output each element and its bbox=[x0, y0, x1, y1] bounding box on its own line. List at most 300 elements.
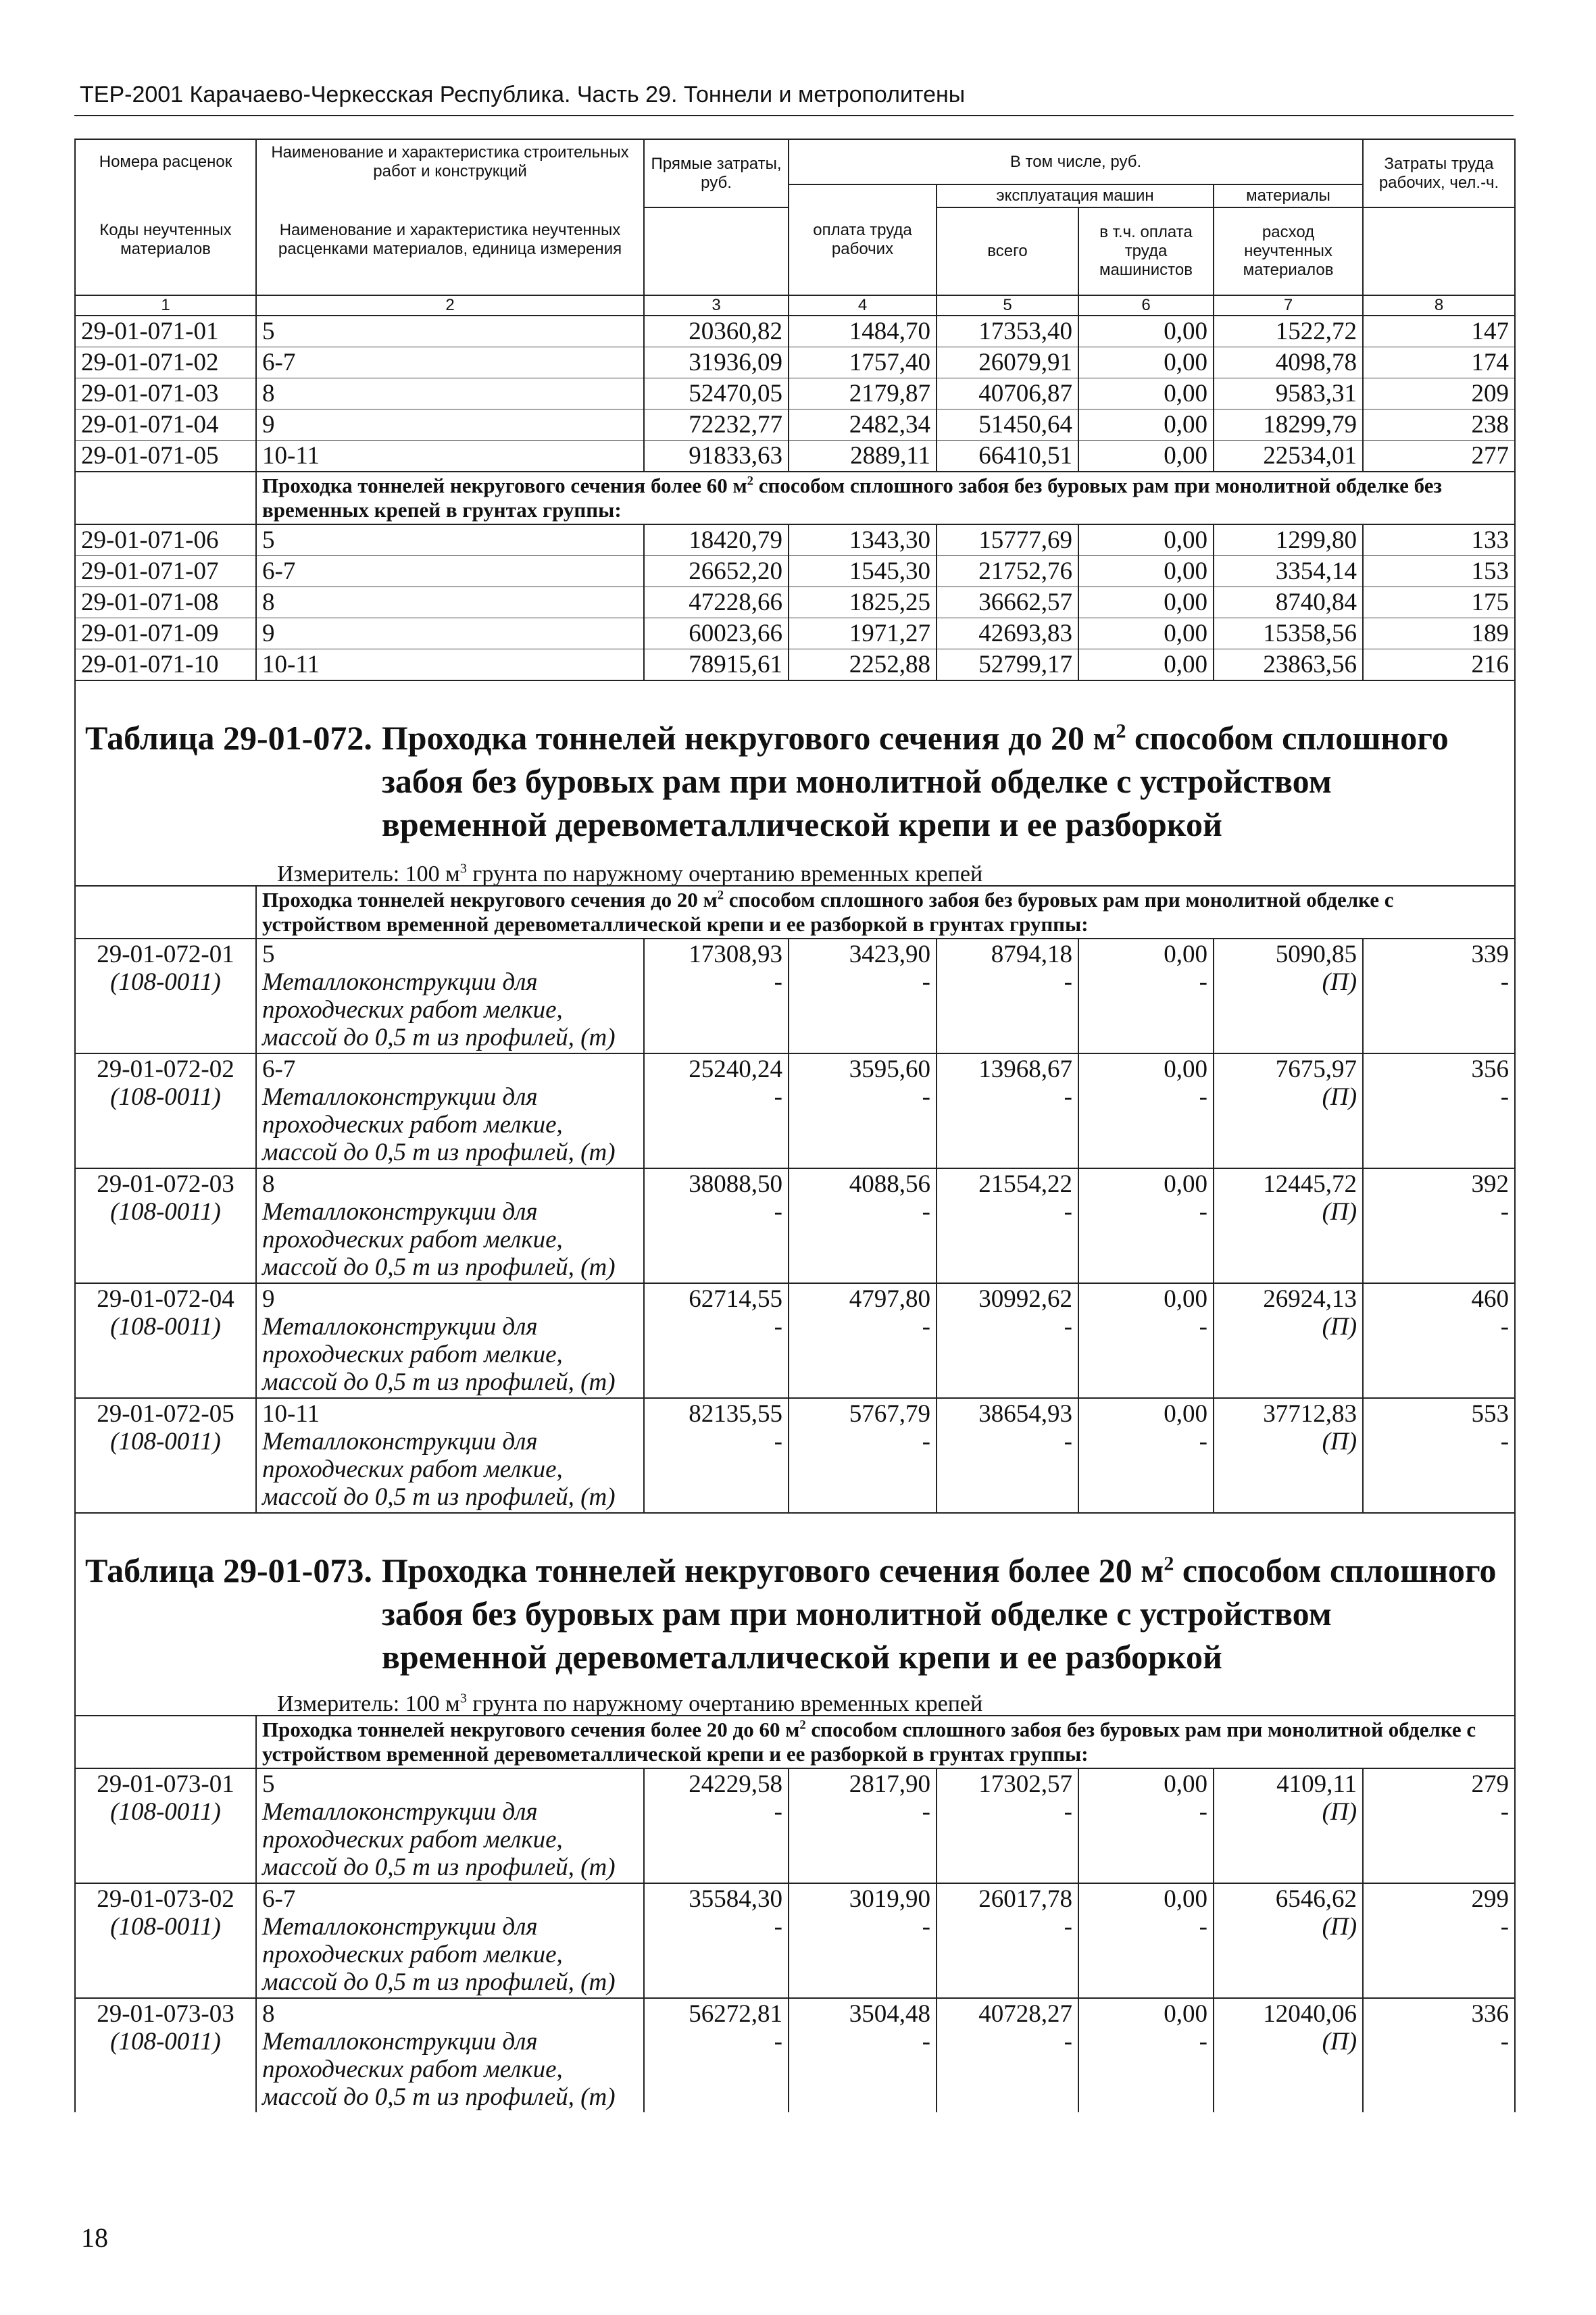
labor-hours-cell bbox=[1363, 1768, 1515, 1883]
machine-cost: 30992,62 bbox=[978, 1285, 1072, 1313]
direct-cost-cell bbox=[644, 1168, 789, 1283]
dash-mark: - bbox=[1500, 2028, 1510, 2056]
labor-hours: 336 bbox=[1471, 2000, 1510, 2028]
page-header: ТЕР-2001 Карачаево-Черкесская Республика. Часть 29. Тоннели и метрополитены bbox=[80, 82, 966, 107]
labor-hours: 279 bbox=[1471, 1770, 1510, 1798]
direct-cost: 38088,50 bbox=[689, 1170, 782, 1198]
machinist-wages-cell bbox=[1078, 1168, 1214, 1283]
materials-cost-cell bbox=[1214, 1168, 1363, 1283]
material-name: Металлоконструкции для проходческих работ мелкие, массой до 0,5 т из профилей, (т) bbox=[262, 2028, 616, 2111]
machinist-wages: 0,00 bbox=[1164, 1055, 1207, 1083]
machinist-wages-cell bbox=[1078, 1398, 1214, 1513]
labor-hours: 460 bbox=[1471, 1285, 1510, 1313]
table-row bbox=[75, 1768, 1515, 1883]
machinist-wages: 0,00 bbox=[1078, 441, 1214, 472]
col-matcode-header: Коды неучтенных материалов bbox=[75, 184, 256, 295]
dash-mark: - bbox=[1064, 1313, 1072, 1341]
wages-cost-cell bbox=[789, 1883, 937, 1998]
dash-mark: - bbox=[1199, 1198, 1207, 1226]
table-row bbox=[75, 409, 1515, 441]
material-name: Металлоконструкции для проходческих работ мелкие, массой до 0,5 т из профилей, (т) bbox=[262, 1198, 616, 1281]
col-direct-header: Прямые затраты, руб. bbox=[644, 139, 789, 207]
dash-mark: - bbox=[1500, 1798, 1510, 1826]
wages-cost: 3504,48 bbox=[849, 2000, 930, 2028]
rate-name: 6-7 bbox=[262, 1885, 296, 1913]
col-code-header: Номера расценок bbox=[75, 139, 256, 184]
wages-cost: 2482,34 bbox=[789, 409, 937, 441]
rate-name-cell bbox=[256, 1998, 644, 2112]
machine-cost: 66410,51 bbox=[937, 441, 1078, 472]
dash-mark: - bbox=[1064, 2028, 1072, 2056]
rate-code: 29-01-071-01 bbox=[75, 316, 256, 347]
rate-code: 29-01-073-03 bbox=[97, 2000, 234, 2028]
materials-cost: 3354,14 bbox=[1214, 556, 1363, 587]
machine-cost: 51450,64 bbox=[937, 409, 1078, 441]
machinist-wages: 0,00 bbox=[1164, 1170, 1207, 1198]
dash-mark: - bbox=[922, 1313, 930, 1341]
materials-cost: 8740,84 bbox=[1214, 587, 1363, 618]
measure-unit: Измеритель: 100 $м^3$ грунта по наружному очертанию временных крепей bbox=[277, 861, 983, 886]
table-row bbox=[75, 1998, 1515, 2112]
dash-mark: - bbox=[922, 1913, 930, 1941]
material-code: (108-0011) bbox=[110, 1798, 221, 1826]
rate-code: 29-01-073-02 bbox=[97, 1885, 234, 1913]
machine-cost: 52799,17 bbox=[937, 649, 1078, 681]
direct-cost: 60023,66 bbox=[644, 618, 789, 649]
rate-name: 8 bbox=[262, 2000, 275, 2028]
col-labor-header: Затраты труда рабочих, чел.-ч. bbox=[1363, 139, 1515, 207]
col-num: 3 bbox=[644, 295, 789, 316]
rate-name-cell bbox=[256, 1768, 644, 1883]
col-num: 8 bbox=[1363, 295, 1515, 316]
machine-cost: 40728,27 bbox=[978, 2000, 1072, 2028]
materials-cost-cell bbox=[1214, 1283, 1363, 1398]
machinist-wages: 0,00 bbox=[1164, 1770, 1207, 1798]
rate-name: 8 bbox=[256, 587, 644, 618]
labor-hours: 216 bbox=[1363, 649, 1515, 681]
material-note: (П) bbox=[1322, 2028, 1357, 2056]
materials-cost: 37712,83 bbox=[1263, 1400, 1357, 1428]
wages-cost: 2179,87 bbox=[789, 378, 937, 409]
dash-mark: - bbox=[922, 1083, 930, 1111]
machinist-wages: 0,00 bbox=[1164, 2000, 1207, 2028]
rate-name: 8 bbox=[256, 378, 644, 409]
wages-cost-cell bbox=[789, 1168, 937, 1283]
dash-mark: - bbox=[774, 1198, 782, 1226]
col-num: 6 bbox=[1078, 295, 1214, 316]
col-mach-total-header: всего bbox=[937, 207, 1078, 295]
machinist-wages-cell bbox=[1078, 939, 1214, 1053]
labor-hours: 147 bbox=[1363, 316, 1515, 347]
rate-name: 6-7 bbox=[262, 1055, 296, 1083]
labor-hours: 174 bbox=[1363, 347, 1515, 378]
rate-code: 29-01-071-10 bbox=[75, 649, 256, 681]
wages-cost: 2817,90 bbox=[849, 1770, 930, 1798]
machine-cost: 42693,83 bbox=[937, 618, 1078, 649]
table-row bbox=[75, 1168, 1515, 1283]
wages-cost: 2252,88 bbox=[789, 649, 937, 681]
direct-cost-cell bbox=[644, 1768, 789, 1883]
rate-code: 29-01-073-01 bbox=[97, 1770, 234, 1798]
labor-hours-cell bbox=[1363, 939, 1515, 1053]
wages-cost: 5767,79 bbox=[849, 1400, 930, 1428]
labor-hours: 339 bbox=[1471, 941, 1510, 968]
table-row bbox=[75, 316, 1515, 347]
dash-mark: - bbox=[1199, 2028, 1207, 2056]
machinist-wages: 0,00 bbox=[1078, 524, 1214, 556]
machinist-wages-cell bbox=[1078, 1768, 1214, 1883]
material-note: (П) bbox=[1322, 1313, 1357, 1341]
rate-name-cell bbox=[256, 1168, 644, 1283]
material-note: (П) bbox=[1322, 968, 1357, 996]
wages-cost: 1545,30 bbox=[789, 556, 937, 587]
wages-cost: 1757,40 bbox=[789, 347, 937, 378]
machine-cost: 26079,91 bbox=[937, 347, 1078, 378]
group-heading-073: Проходка тоннелей некругового сечения более 20 до 60 $м^2$ способом сплошного забоя без буровых рам при монолитной обделке с устройством временной деревометаллической крепи и ее разборкой в грунтах группы: bbox=[256, 1716, 1515, 1768]
col-wages-header: оплата труда рабочих bbox=[789, 184, 937, 295]
material-name: Металлоконструкции для проходческих работ мелкие, массой до 0,5 т из профилей, (т) bbox=[262, 1798, 616, 1881]
page-number: 18 bbox=[81, 2222, 108, 2253]
material-name: Металлоконструкции для проходческих работ мелкие, массой до 0,5 т из профилей, (т) bbox=[262, 1428, 616, 1511]
dash-mark: - bbox=[774, 1428, 782, 1455]
machinist-wages: 0,00 bbox=[1078, 378, 1214, 409]
machine-cost-cell bbox=[937, 939, 1078, 1053]
dash-mark: - bbox=[1500, 1913, 1510, 1941]
rate-name-cell bbox=[256, 1053, 644, 1168]
dash-mark: - bbox=[1064, 968, 1072, 996]
direct-cost: 17308,93 bbox=[689, 941, 782, 968]
rate-code-cell bbox=[75, 1053, 256, 1168]
dash-mark: - bbox=[922, 1428, 930, 1455]
rate-name: 6-7 bbox=[256, 347, 644, 378]
table-row bbox=[75, 441, 1515, 472]
wages-cost: 1484,70 bbox=[789, 316, 937, 347]
dash-mark: - bbox=[1500, 1083, 1510, 1111]
direct-cost-cell bbox=[644, 1998, 789, 2112]
wages-cost: 4088,56 bbox=[849, 1170, 930, 1198]
machine-cost-cell bbox=[937, 1283, 1078, 1398]
materials-cost-cell bbox=[1214, 1398, 1363, 1513]
rate-code: 29-01-071-03 bbox=[75, 378, 256, 409]
rate-name: 6-7 bbox=[256, 556, 644, 587]
rate-name: 5 bbox=[262, 1770, 275, 1798]
group-heading-072: Проходка тоннелей некругового сечения до 20 $м^2$ способом сплошного забоя без буровых рам при монолитной обделке с устройством временной деревометаллической крепи и ее разборкой в грунтах группы: bbox=[256, 886, 1515, 939]
table-row bbox=[75, 1283, 1515, 1398]
materials-cost: 12445,72 bbox=[1263, 1170, 1357, 1198]
machine-cost: 40706,87 bbox=[937, 378, 1078, 409]
machine-cost: 13968,67 bbox=[978, 1055, 1072, 1083]
machinist-wages-cell bbox=[1078, 1998, 1214, 2112]
material-code: (108-0011) bbox=[110, 968, 221, 996]
dash-mark: - bbox=[922, 968, 930, 996]
rate-name: 9 bbox=[256, 618, 644, 649]
rate-name: 5 bbox=[256, 524, 644, 556]
materials-cost: 4098,78 bbox=[1214, 347, 1363, 378]
table-number: Таблица 29-01-073. bbox=[85, 1551, 372, 1589]
rate-code: 29-01-072-03 bbox=[97, 1170, 234, 1198]
machine-cost: 21752,76 bbox=[937, 556, 1078, 587]
col-matname-header: Наименование и характеристика неучтенных расценками материалов, единица измерения bbox=[256, 184, 644, 295]
rate-code-cell bbox=[75, 1168, 256, 1283]
material-note: (П) bbox=[1322, 1798, 1357, 1826]
dash-mark: - bbox=[774, 968, 782, 996]
col-num: 5 bbox=[937, 295, 1078, 316]
direct-cost: 62714,55 bbox=[689, 1285, 782, 1313]
machine-cost-cell bbox=[937, 1883, 1078, 1998]
col-num: 4 bbox=[789, 295, 937, 316]
wages-cost: 1971,27 bbox=[789, 618, 937, 649]
machinist-wages-cell bbox=[1078, 1053, 1214, 1168]
machine-cost-cell bbox=[937, 1168, 1078, 1283]
wages-cost-cell bbox=[789, 1053, 937, 1168]
rate-name: 9 bbox=[256, 409, 644, 441]
machine-cost-cell bbox=[937, 1768, 1078, 1883]
table-row bbox=[75, 347, 1515, 378]
direct-cost: 52470,05 bbox=[644, 378, 789, 409]
material-code: (108-0011) bbox=[110, 1428, 221, 1455]
col-direct-header-cont bbox=[644, 207, 789, 295]
wages-cost: 3423,90 bbox=[849, 941, 930, 968]
direct-cost-cell bbox=[644, 1283, 789, 1398]
rate-name-cell bbox=[256, 939, 644, 1053]
table-title: Проходка тоннелей некругового сечения до 20 $м^2$ способом сплошного забоя без буровых рам при монолитной обделке с устройством временной деревометаллической крепи и ее разборкой bbox=[381, 719, 1449, 843]
machinist-wages: 0,00 bbox=[1164, 1285, 1207, 1313]
table-title: Проходка тоннелей некругового сечения более 20 $м^2$ способом сплошного забоя без буровых рам при монолитной обделке с устройством временной деревометаллической крепи и ее разборкой bbox=[381, 1551, 1497, 1676]
table-row bbox=[75, 1398, 1515, 1513]
dash-mark: - bbox=[1500, 1198, 1510, 1226]
material-name: Металлоконструкции для проходческих работ мелкие, массой до 0,5 т из профилей, (т) bbox=[262, 1083, 616, 1166]
material-note: (П) bbox=[1322, 1428, 1357, 1455]
machine-cost: 21554,22 bbox=[978, 1170, 1072, 1198]
dash-mark: - bbox=[1064, 1428, 1072, 1455]
direct-cost: 78915,61 bbox=[644, 649, 789, 681]
labor-hours-cell bbox=[1363, 1053, 1515, 1168]
dash-mark: - bbox=[1500, 968, 1510, 996]
material-note: (П) bbox=[1322, 1913, 1357, 1941]
group-code-cell bbox=[75, 472, 256, 524]
wages-cost: 1343,30 bbox=[789, 524, 937, 556]
machinist-wages: 0,00 bbox=[1078, 649, 1214, 681]
rate-name-cell bbox=[256, 1283, 644, 1398]
table-073-heading bbox=[75, 1513, 1515, 1716]
rate-code: 29-01-071-08 bbox=[75, 587, 256, 618]
col-name-header: Наименование и характеристика строительных работ и конструкций bbox=[256, 139, 644, 184]
machine-cost-cell bbox=[937, 1053, 1078, 1168]
materials-cost: 4109,11 bbox=[1276, 1770, 1357, 1798]
rate-code: 29-01-072-04 bbox=[97, 1285, 234, 1313]
materials-cost: 12040,06 bbox=[1263, 2000, 1357, 2028]
materials-cost: 1299,80 bbox=[1214, 524, 1363, 556]
table-row bbox=[75, 649, 1515, 681]
materials-cost: 9583,31 bbox=[1214, 378, 1363, 409]
materials-cost: 5090,85 bbox=[1275, 941, 1357, 968]
wages-cost-cell bbox=[789, 1398, 937, 1513]
direct-cost: 56272,81 bbox=[689, 2000, 782, 2028]
labor-hours: 356 bbox=[1471, 1055, 1510, 1083]
dash-mark: - bbox=[1064, 1083, 1072, 1111]
labor-hours-cell bbox=[1363, 1998, 1515, 2112]
labor-hours: 299 bbox=[1471, 1885, 1510, 1913]
rate-code: 29-01-071-07 bbox=[75, 556, 256, 587]
material-code: (108-0011) bbox=[110, 1198, 221, 1226]
dash-mark: - bbox=[1500, 1313, 1510, 1341]
labor-hours: 238 bbox=[1363, 409, 1515, 441]
machinist-wages: 0,00 bbox=[1078, 556, 1214, 587]
rate-code: 29-01-071-04 bbox=[75, 409, 256, 441]
machinist-wages: 0,00 bbox=[1078, 316, 1214, 347]
materials-cost: 6546,62 bbox=[1275, 1885, 1357, 1913]
material-name: Металлоконструкции для проходческих работ мелкие, массой до 0,5 т из профилей, (т) bbox=[262, 968, 616, 1051]
dash-mark: - bbox=[1064, 1798, 1072, 1826]
direct-cost: 91833,63 bbox=[644, 441, 789, 472]
direct-cost-cell bbox=[644, 1398, 789, 1513]
dash-mark: - bbox=[774, 1313, 782, 1341]
table-row bbox=[75, 556, 1515, 587]
rate-code-cell bbox=[75, 939, 256, 1053]
col-num: 1 bbox=[75, 295, 256, 316]
rate-name: 10-11 bbox=[256, 649, 644, 681]
labor-hours: 153 bbox=[1363, 556, 1515, 587]
machine-cost: 15777,69 bbox=[937, 524, 1078, 556]
labor-hours-cell bbox=[1363, 1398, 1515, 1513]
col-mat-expense-header: расход неучтенных материалов bbox=[1214, 207, 1363, 295]
machinist-wages-cell bbox=[1078, 1283, 1214, 1398]
dash-mark: - bbox=[774, 1083, 782, 1111]
machinist-wages: 0,00 bbox=[1164, 1400, 1207, 1428]
table-row bbox=[75, 939, 1515, 1053]
direct-cost: 25240,24 bbox=[689, 1055, 782, 1083]
direct-cost: 31936,09 bbox=[644, 347, 789, 378]
rate-code-cell bbox=[75, 1398, 256, 1513]
table-number: Таблица 29-01-072. bbox=[85, 719, 372, 757]
rate-code-cell bbox=[75, 1283, 256, 1398]
direct-cost-cell bbox=[644, 1883, 789, 1998]
material-name: Металлоконструкции для проходческих работ мелкие, массой до 0,5 т из профилей, (т) bbox=[262, 1313, 616, 1396]
wages-cost: 2889,11 bbox=[789, 441, 937, 472]
wages-cost-cell bbox=[789, 1768, 937, 1883]
materials-cost-cell bbox=[1214, 1883, 1363, 1998]
labor-hours: 392 bbox=[1471, 1170, 1510, 1198]
group-code-cell bbox=[75, 886, 256, 939]
labor-hours: 133 bbox=[1363, 524, 1515, 556]
machinist-wages: 0,00 bbox=[1078, 618, 1214, 649]
labor-hours: 175 bbox=[1363, 587, 1515, 618]
material-code: (108-0011) bbox=[110, 1913, 221, 1941]
table-072-heading bbox=[75, 680, 1515, 886]
wages-cost: 3595,60 bbox=[849, 1055, 930, 1083]
machine-cost: 36662,57 bbox=[937, 587, 1078, 618]
dash-mark: - bbox=[1199, 1083, 1207, 1111]
materials-cost: 15358,56 bbox=[1214, 618, 1363, 649]
materials-cost: 22534,01 bbox=[1214, 441, 1363, 472]
machine-cost: 17353,40 bbox=[937, 316, 1078, 347]
materials-cost-cell bbox=[1214, 1998, 1363, 2112]
col-mach-wages-header: в т.ч. оплата труда машинистов bbox=[1078, 207, 1214, 295]
labor-hours: 209 bbox=[1363, 378, 1515, 409]
col-incl-header: В том числе, руб. bbox=[789, 139, 1363, 184]
rate-code: 29-01-072-01 bbox=[97, 941, 234, 968]
machine-cost: 26017,78 bbox=[978, 1885, 1072, 1913]
machine-cost: 17302,57 bbox=[978, 1770, 1072, 1798]
machine-cost: 8794,18 bbox=[991, 941, 1072, 968]
group-heading-071: Проходка тоннелей некругового сечения более 60 $м^2$ способом сплошного забоя без буровых рам при монолитной обделке без временных крепей в грунтах группы: bbox=[256, 472, 1515, 524]
machinist-wages: 0,00 bbox=[1078, 409, 1214, 441]
direct-cost: 20360,82 bbox=[644, 316, 789, 347]
table-row bbox=[75, 524, 1515, 556]
measure-unit: Измеритель: 100 $м^3$ грунта по наружному очертанию временных крепей bbox=[277, 1691, 983, 1716]
table-row bbox=[75, 1053, 1515, 1168]
labor-hours-cell bbox=[1363, 1283, 1515, 1398]
dash-mark: - bbox=[774, 1798, 782, 1826]
dash-mark: - bbox=[922, 2028, 930, 2056]
machinist-wages-cell bbox=[1078, 1883, 1214, 1998]
machine-cost-cell bbox=[937, 1998, 1078, 2112]
material-name: Металлоконструкции для проходческих работ мелкие, массой до 0,5 т из профилей, (т) bbox=[262, 1913, 616, 1996]
materials-cost-cell bbox=[1214, 1768, 1363, 1883]
materials-cost: 18299,79 bbox=[1214, 409, 1363, 441]
rate-code: 29-01-072-05 bbox=[97, 1400, 234, 1428]
col-num: 7 bbox=[1214, 295, 1363, 316]
dash-mark: - bbox=[1064, 1198, 1072, 1226]
rates-table bbox=[74, 139, 1516, 2112]
materials-cost-cell bbox=[1214, 1053, 1363, 1168]
materials-cost: 23863,56 bbox=[1214, 649, 1363, 681]
rate-code-cell bbox=[75, 1998, 256, 2112]
wages-cost: 1825,25 bbox=[789, 587, 937, 618]
rate-name: 5 bbox=[256, 316, 644, 347]
dash-mark: - bbox=[1199, 968, 1207, 996]
rate-name-cell bbox=[256, 1398, 644, 1513]
rate-name: 9 bbox=[262, 1285, 275, 1313]
material-note: (П) bbox=[1322, 1083, 1357, 1111]
direct-cost: 72232,77 bbox=[644, 409, 789, 441]
labor-hours-cell bbox=[1363, 1883, 1515, 1998]
table-row bbox=[75, 587, 1515, 618]
rate-name-cell bbox=[256, 1883, 644, 1998]
dash-mark: - bbox=[1500, 1428, 1510, 1455]
material-code: (108-0011) bbox=[110, 1083, 221, 1111]
rate-code: 29-01-072-02 bbox=[97, 1055, 234, 1083]
dash-mark: - bbox=[1199, 1913, 1207, 1941]
direct-cost: 26652,20 bbox=[644, 556, 789, 587]
col-machines-header: эксплуатация машин bbox=[937, 184, 1214, 207]
machinist-wages: 0,00 bbox=[1164, 941, 1207, 968]
direct-cost: 47228,66 bbox=[644, 587, 789, 618]
labor-hours: 553 bbox=[1471, 1400, 1510, 1428]
table-row bbox=[75, 618, 1515, 649]
dash-mark: - bbox=[1064, 1913, 1072, 1941]
material-code: (108-0011) bbox=[110, 2028, 221, 2056]
header-rule bbox=[74, 115, 1514, 116]
rate-name: 10-11 bbox=[262, 1400, 320, 1428]
col-num: 2 bbox=[256, 295, 644, 316]
direct-cost: 18420,79 bbox=[644, 524, 789, 556]
wages-cost-cell bbox=[789, 1283, 937, 1398]
dash-mark: - bbox=[922, 1798, 930, 1826]
direct-cost-cell bbox=[644, 1053, 789, 1168]
wages-cost-cell bbox=[789, 1998, 937, 2112]
direct-cost: 24229,58 bbox=[689, 1770, 782, 1798]
direct-cost: 82135,55 bbox=[689, 1400, 782, 1428]
rate-name: 10-11 bbox=[256, 441, 644, 472]
materials-cost-cell bbox=[1214, 939, 1363, 1053]
direct-cost: 35584,30 bbox=[689, 1885, 782, 1913]
rate-code-cell bbox=[75, 1768, 256, 1883]
rate-code: 29-01-071-02 bbox=[75, 347, 256, 378]
machine-cost-cell bbox=[937, 1398, 1078, 1513]
rate-name: 5 bbox=[262, 941, 275, 968]
material-note: (П) bbox=[1322, 1198, 1357, 1226]
